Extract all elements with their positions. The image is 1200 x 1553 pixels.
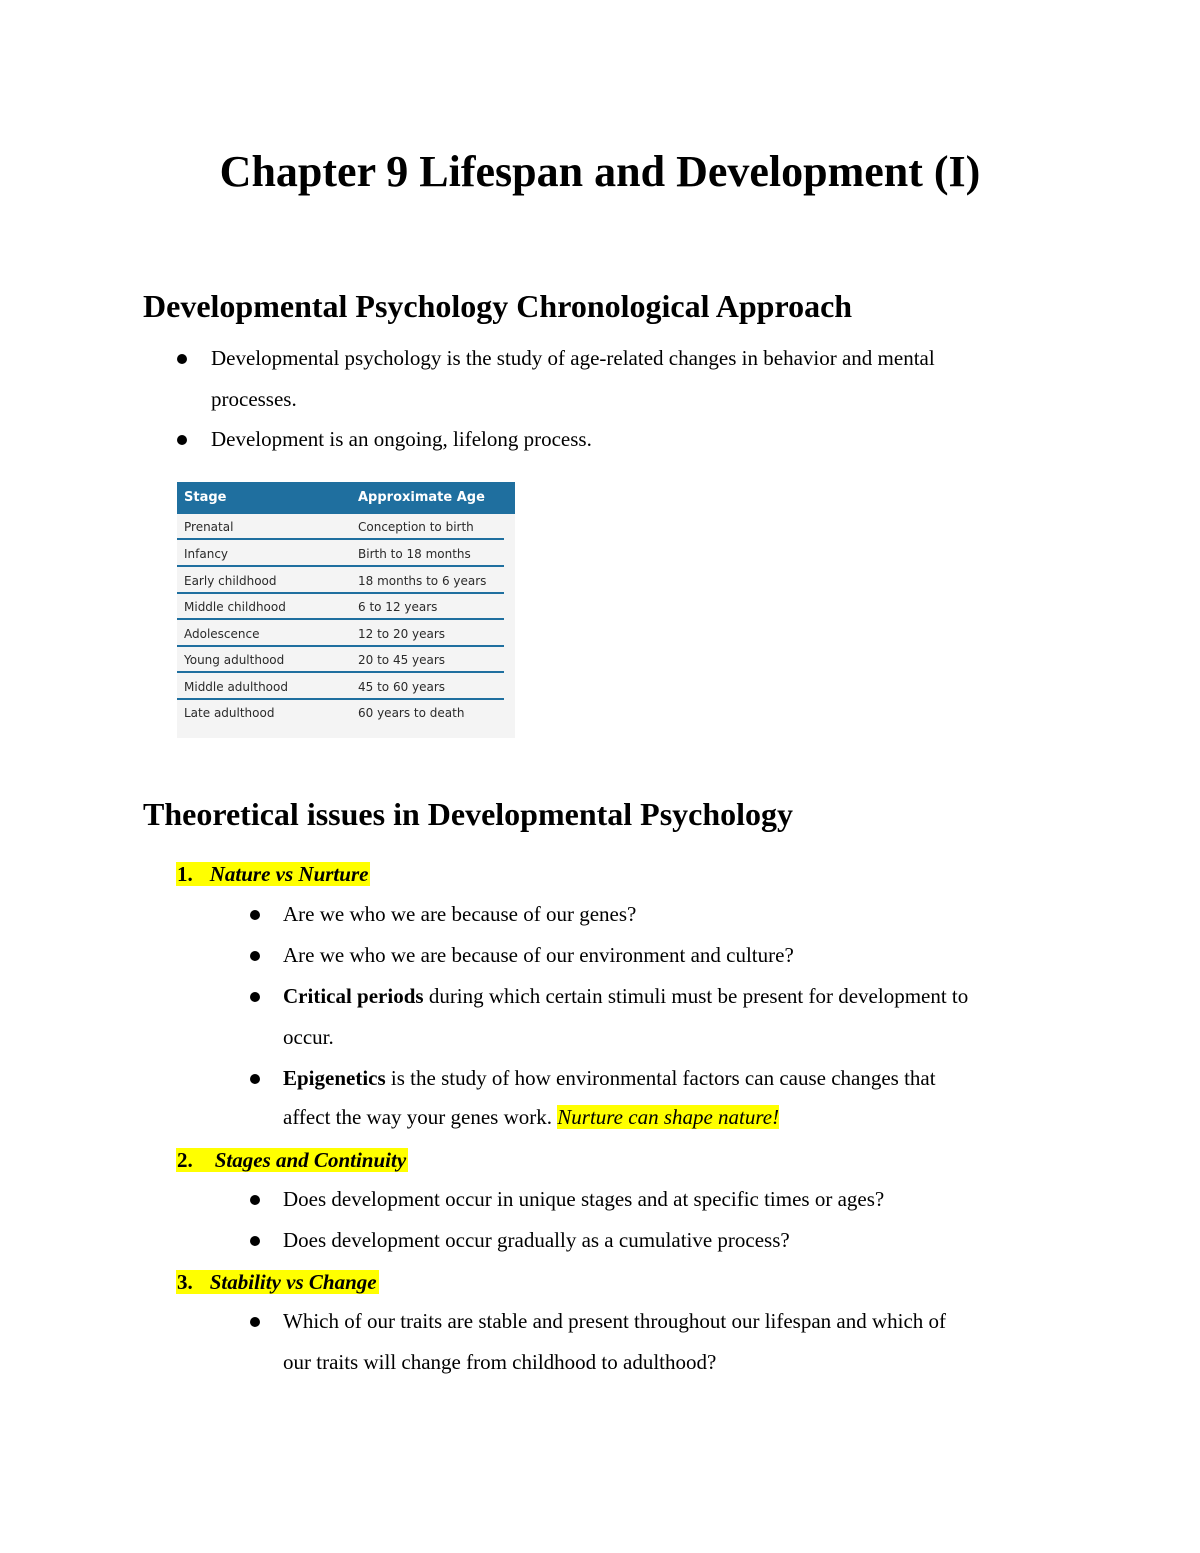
table-row <box>177 541 504 567</box>
row-divider <box>177 565 504 567</box>
bullet-icon <box>250 910 260 920</box>
term-critical-periods: Critical periods <box>283 984 424 1008</box>
table-row <box>177 674 504 700</box>
stage-cell: Adolescence <box>184 627 260 641</box>
bullet-icon <box>250 1195 260 1205</box>
age-cell: 18 months to 6 years <box>358 574 487 588</box>
age-cell: Conception to birth <box>358 520 474 534</box>
section-heading-theoretical-issues: Theoretical issues in Developmental Psychology <box>143 796 794 832</box>
row-divider <box>177 538 504 540</box>
age-cell: 20 to 45 years <box>358 653 446 667</box>
issue-heading-nature-nurture <box>176 859 370 889</box>
issue-heading-stages-continuity <box>176 1145 408 1175</box>
table-row <box>177 700 504 726</box>
stage-cell: Infancy <box>184 547 229 561</box>
bullet-icon <box>250 1236 260 1246</box>
table-header <box>177 482 515 514</box>
bullet-text-rest: is the study of how environmental factors can cause changes that <box>385 1066 936 1090</box>
bullet-text-rest: affect the way your genes work. <box>283 1105 558 1129</box>
age-cell: 6 to 12 years <box>358 600 438 614</box>
lifespan-stage-table <box>177 482 515 738</box>
issue-label: Stages and Continuity <box>193 1148 408 1172</box>
stage-cell: Young adulthood <box>184 653 285 667</box>
bullet-text: Does development occur in unique stages and at specific times or ages? <box>283 1187 885 1211</box>
bullet-text-continued: our traits will change from childhood to adulthood? <box>283 1350 717 1374</box>
stage-cell: Late adulthood <box>184 706 275 720</box>
table-row <box>177 621 504 647</box>
bullet-icon <box>250 951 260 961</box>
term-epigenetics: Epigenetics <box>283 1066 386 1090</box>
row-divider <box>177 618 504 620</box>
age-cell: 45 to 60 years <box>358 680 446 694</box>
page-title: Chapter 9 Lifespan and Development (I) <box>219 147 981 196</box>
bullet-text: Developmental psychology is the study of age-related changes in behavior and mental <box>211 346 935 370</box>
stage-cell: Middle childhood <box>184 600 286 614</box>
bullet-text <box>283 1058 936 1098</box>
age-cell: 60 years to death <box>358 706 465 720</box>
issue-label: Stability vs Change <box>193 1270 379 1294</box>
table-row <box>177 647 504 673</box>
stage-cell: Prenatal <box>184 520 234 534</box>
issue-number: 3. <box>177 1270 193 1294</box>
age-cell: Birth to 18 months <box>358 547 471 561</box>
table-row <box>177 594 504 620</box>
bullet-text-continued: processes. <box>211 387 297 411</box>
bullet-text: Does development occur gradually as a cumulative process? <box>283 1228 790 1252</box>
bullet-text <box>283 976 968 1016</box>
bullet-icon <box>250 1317 260 1327</box>
bullet-text: Are we who we are because of our genes? <box>283 902 637 926</box>
age-cell: 12 to 20 years <box>358 627 446 641</box>
bullet-text-continued: occur. <box>283 1025 334 1049</box>
row-divider <box>177 671 504 673</box>
bullet-icon <box>250 992 260 1002</box>
bullet-text-continued <box>283 1097 779 1137</box>
section-heading-chronological: Developmental Psychology Chronological Approach <box>143 288 853 324</box>
issue-label: Nature vs Nurture <box>193 862 371 886</box>
bullet-text: Which of our traits are stable and present throughout our lifespan and which of <box>283 1309 947 1333</box>
bullet-icon <box>177 354 187 364</box>
table-row <box>177 568 504 594</box>
table-row <box>177 514 504 540</box>
bullet-text: Development is an ongoing, lifelong process. <box>211 427 592 451</box>
issue-number: 1. <box>177 862 193 886</box>
bullet-icon <box>250 1074 260 1084</box>
issue-number: 2. <box>177 1148 193 1172</box>
stage-cell: Middle adulthood <box>184 680 288 694</box>
column-header-stage: Stage <box>184 490 227 505</box>
issue-heading-stability-change <box>176 1267 379 1297</box>
column-header-age: Approximate Age <box>358 490 485 505</box>
stage-cell: Early childhood <box>184 574 277 588</box>
bullet-text: Are we who we are because of our environment and culture? <box>283 943 794 967</box>
bullet-icon <box>177 435 187 445</box>
highlighted-text: Nurture can shape nature! <box>557 1105 780 1129</box>
bullet-text-rest: during which certain stimuli must be present for development to <box>423 984 969 1008</box>
